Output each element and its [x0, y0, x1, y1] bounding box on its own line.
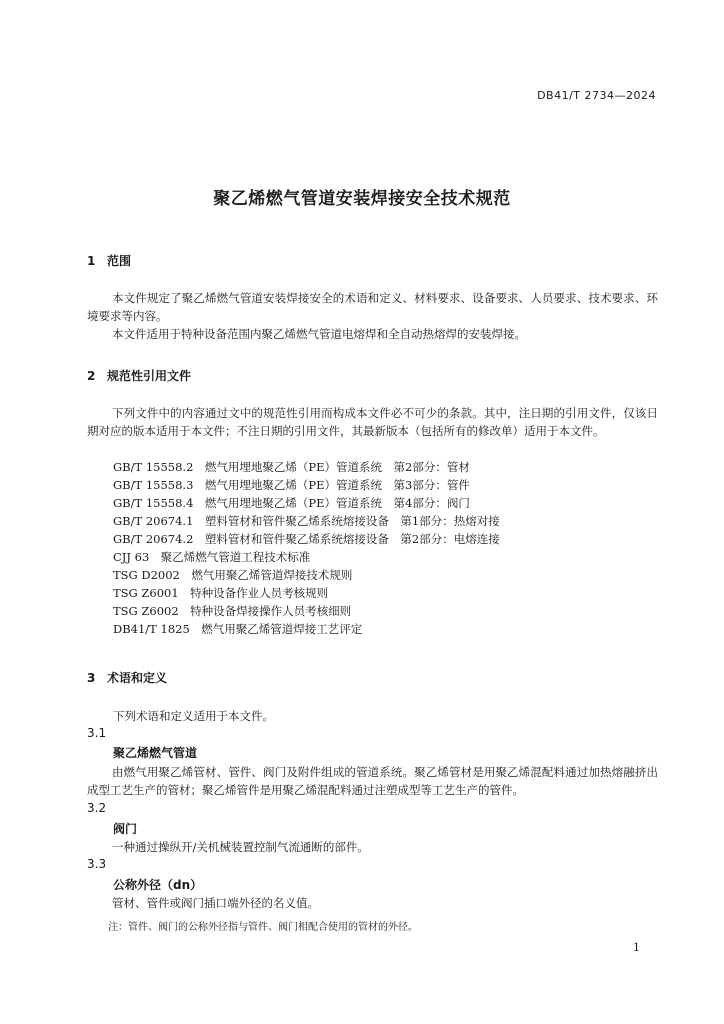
section-number: 3: [87, 671, 96, 685]
section-3-heading: [87, 669, 167, 686]
clause-number: 3.3: [87, 857, 107, 871]
section-2-heading: [87, 367, 191, 384]
term-name: 阀门: [113, 822, 138, 836]
section-number: 1: [87, 254, 96, 268]
reference-item: GB/T 15558.3 燃气用埋地聚乙烯（PE）管道系统 第3部分：管件: [113, 478, 470, 492]
reference-item: TSG Z6001 特种设备作业人员考核规则: [113, 586, 329, 600]
page-number: 1: [633, 941, 640, 954]
term-name: 公称外径（dn）: [113, 878, 203, 892]
section-2-intro: 下列文件中的内容通过文中的规范性引用而构成本文件必不可少的条款。其中，注日期的引用文件，仅该日期对应的版本适用于本文件；不注日期的引用文件，其最新版本（包括所有的修改单）适用于本文件。: [87, 406, 658, 438]
reference-item: GB/T 20674.2 塑料管材和管件聚乙烯系统熔接设备 第2部分：电熔连接: [113, 532, 500, 546]
section-title: 范围: [107, 254, 132, 268]
document-code: DB41/T 2734—2024: [537, 89, 656, 102]
document-title: 聚乙烯燃气管道安装焊接安全技术规范: [213, 189, 511, 209]
section-number: 2: [87, 369, 96, 383]
clause-number: 3.1: [87, 726, 107, 740]
clause-number: 3.2: [87, 801, 107, 815]
term-definition: 管材、管件或阀门插口端外径的名义值。: [112, 896, 319, 910]
reference-item: TSG D2002 燃气用聚乙烯管道焊接技术规则: [113, 568, 353, 582]
section-1-heading: [87, 252, 131, 269]
section-1-paragraph-1: 本文件规定了聚乙烯燃气管道安装焊接安全的术语和定义、材料要求、设备要求、人员要求、技术要求、环境要求等内容。: [87, 291, 658, 323]
section-3-intro: 下列术语和定义适用于本文件。: [113, 709, 274, 723]
term-note: 注：管件、阀门的公称外径指与管件、阀门相配合使用的管材的外径。: [108, 922, 418, 933]
section-title: 规范性引用文件: [107, 369, 192, 383]
reference-item: GB/T 20674.1 塑料管材和管件聚乙烯系统熔接设备 第1部分：热熔对接: [113, 514, 500, 528]
section-title: 术语和定义: [107, 671, 168, 685]
reference-item: GB/T 15558.4 燃气用埋地聚乙烯（PE）管道系统 第4部分：阀门: [113, 496, 470, 510]
reference-item: CJJ 63 聚乙烯燃气管道工程技术标准: [113, 550, 311, 564]
reference-item: TSG Z6002 特种设备焊接操作人员考核细则: [113, 604, 352, 618]
term-definition: 一种通过操纵开/关机械装置控制气流通断的部件。: [112, 840, 369, 854]
reference-item: GB/T 15558.2 燃气用埋地聚乙烯（PE）管道系统 第2部分：管材: [113, 460, 470, 474]
term-definition: 由燃气用聚乙烯管材、管件、阀门及附件组成的管道系统。聚乙烯管材是用聚乙烯混配料通过加热熔融挤出成型工艺生产的管材；聚乙烯管件是用聚乙烯混配料通过注塑成型等工艺生产的管件。: [87, 765, 658, 797]
term-name: 聚乙烯燃气管道: [113, 746, 198, 760]
reference-item: DB41/T 1825 燃气用聚乙烯管道焊接工艺评定: [113, 622, 363, 636]
section-1-paragraph-2: 本文件适用于特种设备范围内聚乙烯燃气管道电熔焊和全自动热熔焊的安装焊接。: [112, 327, 526, 341]
